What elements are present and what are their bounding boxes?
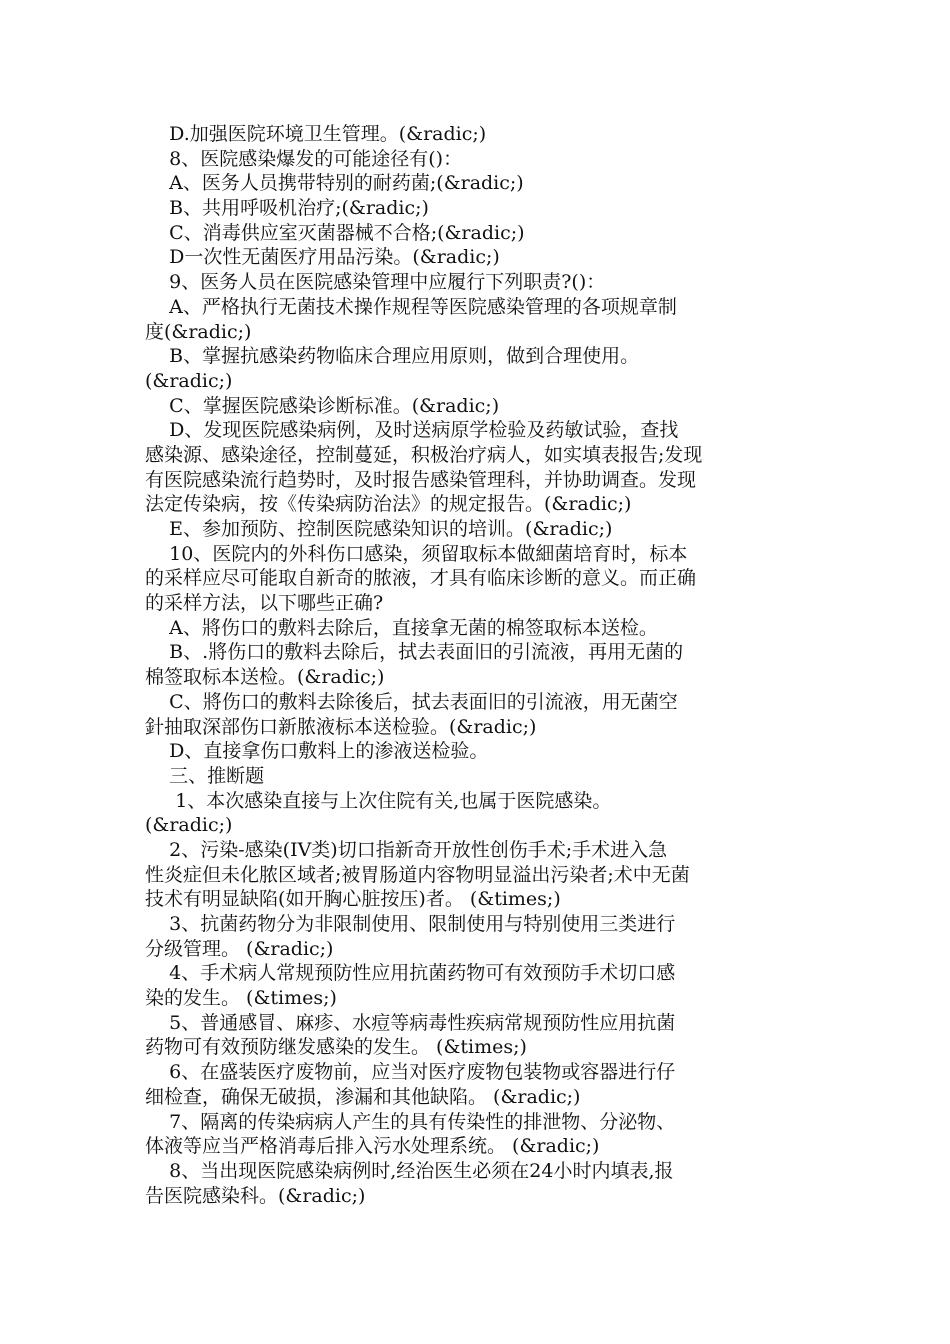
text-line: A、严格执行无菌技术操作规程等医院感染管理的各项规章制 — [145, 295, 677, 318]
text-line: B、共用呼吸机治疗;(&radic;) — [145, 197, 429, 220]
text-line: 技术有明显缺陷(如开胸心脏按压)者。 (&times;) — [145, 888, 561, 911]
text-line: (&radic;) — [145, 814, 233, 837]
text-line: 染的发生。 (&times;) — [145, 987, 337, 1010]
text-line: D、发现医院感染病例，及时送病原学检验及药敏试验，查找 — [145, 419, 679, 442]
text-line: 針抽取深部伤口新脓液标本送检验。(&radic;) — [145, 715, 537, 738]
text-line: 10、医院内的外科伤口感染，须留取标本做細菌培育时，标本 — [145, 542, 688, 565]
text-line: 的采样应尽可能取自新奇的脓液，才具有临床诊断的意义。而正确 — [145, 567, 697, 590]
text-line: A、將伤口的敷料去除后，直接拿无菌的棉签取标本送检。 — [145, 616, 658, 639]
text-line: 度(&radic;) — [145, 320, 252, 343]
text-line: 有医院感染流行趋势时，及时报告感染管理科，并协助调查。发现 — [145, 468, 697, 491]
text-line: C、消毒供应室灭菌器械不合格;(&radic;) — [145, 221, 525, 244]
text-line: 体液等应当严格消毒后排入污水处理系统。 (&radic;) — [145, 1135, 600, 1158]
text-line: 2、污染-感染(IV类)切口指新奇开放性创伤手术;手术进入急 — [145, 838, 668, 861]
text-line: 3、抗菌药物分为非限制使用、限制使用与特别使用三类进行 — [145, 913, 676, 935]
text-line: 6、在盛装医疗废物前，应当对医疗废物包装物或容器进行仔 — [145, 1061, 676, 1084]
text-line: 法定传染病，按《传染病防治法》的规定报告。(&radic;) — [145, 493, 632, 516]
text-line: 4、手术病人常规预防性应用抗菌药物可有效预防手术切口感 — [145, 962, 676, 985]
text-line: B、掌握抗感染药物临床合理应用原则，做到合理使用。 — [145, 345, 640, 368]
text-line: E、参加预防、控制医院感染知识的培训。(&radic;) — [145, 518, 613, 540]
document-body — [145, 122, 807, 1208]
text-line: D一次性无菌医疗用品污染。(&radic;) — [145, 246, 500, 269]
text-line: D、直接拿伤口敷料上的渗液送检验。 — [145, 740, 489, 763]
text-line: B、.將伤口的敷料去除后，拭去表面旧的引流液，再用无菌的 — [145, 641, 684, 664]
text-line: 三、推断题 — [145, 764, 265, 787]
text-line: 棉签取标本送检。(&radic;) — [145, 666, 385, 689]
text-line: 告医院感染科。(&radic;) — [145, 1184, 366, 1207]
text-line: 细检查，确保无破损，渗漏和其他缺陷。 (&radic;) — [145, 1085, 581, 1108]
text-line: C、將伤口的敷料去除後后，拭去表面旧的引流液，用无菌空 — [145, 690, 678, 713]
text-line: 的采样方法，以下哪些正确? — [145, 592, 384, 615]
text-line: 1、本次感染直接与上次住院有关,也属于医院感染。 — [145, 789, 612, 812]
text-line: D.加强医院环境卫生管理。(&radic;) — [145, 123, 487, 145]
text-line: A、医务人员携带特别的耐药菌;(&radic;) — [145, 172, 524, 195]
text-line: 5、普通感冒、麻疹、水痘等病毒性疾病常规预防性应用抗菌 — [145, 1011, 676, 1034]
text-line: 药物可有效预防继发感染的发生。 (&times;) — [145, 1036, 527, 1059]
text-line: 9、医务人员在医院感染管理中应履行下列职责?()： — [145, 271, 606, 294]
text-line: 感染源、感染途径，控制蔓延，积极治疗病人，如实填表报告;发现 — [145, 443, 703, 466]
text-line: 分级管理。 (&radic;) — [145, 937, 334, 960]
text-line: 8、当出现医院感染病例时,经治医生必须在24小时内填表,报 — [145, 1159, 674, 1182]
text-line: C、掌握医院感染诊断标准。(&radic;) — [145, 394, 500, 417]
text-line: 7、隔离的传染病病人产生的具有传染性的排泄物、分泌物、 — [145, 1110, 676, 1133]
text-line: 8、医院感染爆发的可能途径有()： — [145, 147, 463, 170]
text-line: 性炎症但未化脓区域者;被胃肠道内容物明显溢出污染者;术中无菌 — [145, 863, 690, 886]
text-line: (&radic;) — [145, 369, 233, 392]
